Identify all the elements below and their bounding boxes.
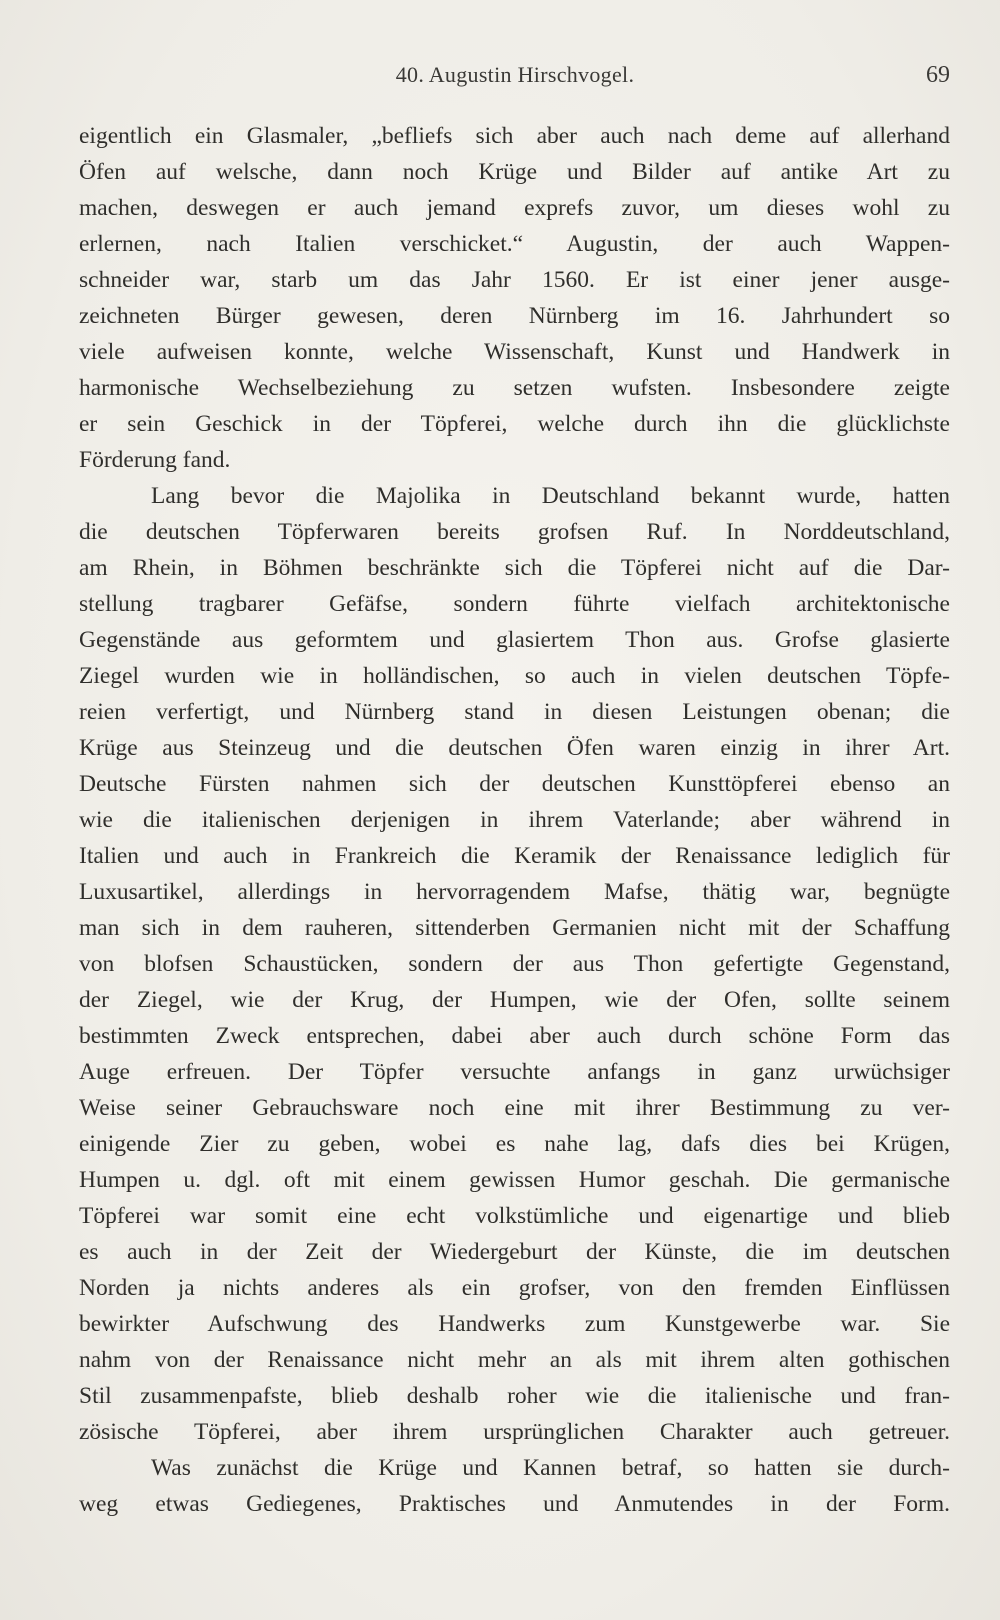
page-header bbox=[80, 62, 950, 102]
text-line: Öfen auf welsche, dann noch Krüge und Bilder auf antike Art zu bbox=[79, 159, 950, 185]
text-line: bestimmten Zweck entsprechen, dabei aber auch durch schöne Form das bbox=[79, 1023, 950, 1049]
text-line: weg etwas Gediegenes, Praktisches und Anmutendes in der Form. bbox=[79, 1491, 950, 1517]
text-line: viele aufweisen konnte, welche Wissenschaft, Kunst und Handwerk in bbox=[79, 339, 950, 365]
text-line: man sich in dem rauheren, sittenderben Germanien nicht mit der Schaffung bbox=[79, 915, 950, 941]
text-line: harmonische Wechselbeziehung zu setzen wufsten. Insbesondere zeigte bbox=[79, 375, 950, 401]
text-line: einigende Zier zu geben, wobei es nahe lag, dafs dies bei Krügen, bbox=[79, 1131, 950, 1157]
text-line: zeichneten Bürger gewesen, deren Nürnberg im 16. Jahrhundert so bbox=[79, 303, 950, 329]
text-line: Humpen u. dgl. oft mit einem gewissen Humor geschah. Die germanische bbox=[79, 1167, 950, 1193]
text-line: nahm von der Renaissance nicht mehr an als mit ihrem alten gothischen bbox=[79, 1347, 950, 1373]
text-line: Gegenstände aus geformtem und glasiertem Thon aus. Grofse glasierte bbox=[79, 627, 950, 653]
text-line: er sein Geschick in der Töpferei, welche durch ihn die glücklichste bbox=[79, 411, 950, 437]
body-text bbox=[79, 118, 950, 1522]
text-line: Deutsche Fürsten nahmen sich der deutschen Kunsttöpferei ebenso an bbox=[79, 771, 950, 797]
text-line: reien verfertigt, und Nürnberg stand in diesen Leistungen obenan; die bbox=[79, 699, 950, 725]
text-line: von blofsen Schaustücken, sondern der aus Thon gefertigte Gegenstand, bbox=[79, 951, 950, 977]
text-line: Förderung fand. bbox=[79, 447, 231, 473]
text-line: zösische Töpferei, aber ihrem ursprünglichen Charakter auch getreuer. bbox=[79, 1419, 950, 1445]
text-line: der Ziegel, wie der Krug, der Humpen, wie der Ofen, sollte seinem bbox=[79, 987, 950, 1013]
text-line: Luxusartikel, allerdings in hervorragendem Mafse, thätig war, begnügte bbox=[79, 879, 950, 905]
text-line: es auch in der Zeit der Wiedergeburt der Künste, die im deutschen bbox=[79, 1239, 950, 1265]
page-number: 69 bbox=[926, 62, 950, 88]
running-head: 40. Augustin Hirschvogel. bbox=[395, 62, 635, 87]
text-line: wie die italienischen derjenigen in ihrem Vaterlande; aber während in bbox=[79, 807, 950, 833]
text-line: Stil zusammenpafste, blieb deshalb roher wie die italienische und fran- bbox=[79, 1383, 950, 1409]
text-line: Auge erfreuen. Der Töpfer versuchte anfangs in ganz urwüchsiger bbox=[79, 1059, 950, 1085]
text-line: Norden ja nichts anderes als ein grofser, von den fremden Einflüssen bbox=[79, 1275, 950, 1301]
text-line: die deutschen Töpferwaren bereits grofsen Ruf. In Norddeutschland, bbox=[79, 519, 950, 545]
text-line: Lang bevor die Majolika in Deutschland bekannt wurde, hatten bbox=[151, 483, 950, 509]
text-line: schneider war, starb um das Jahr 1560. Er ist einer jener ausge- bbox=[79, 267, 950, 293]
text-line: machen, deswegen er auch jemand exprefs zuvor, um dieses wohl zu bbox=[79, 195, 950, 221]
text-line: Weise seiner Gebrauchsware noch eine mit ihrer Bestimmung zu ver- bbox=[79, 1095, 950, 1121]
text-line: Krüge aus Steinzeug und die deutschen Öfen waren einzig in ihrer Art. bbox=[79, 735, 950, 761]
text-line: am Rhein, in Böhmen beschränkte sich die Töpferei nicht auf die Dar- bbox=[79, 555, 950, 581]
text-line: Was zunächst die Krüge und Kannen betraf, so hatten sie durch- bbox=[151, 1455, 950, 1481]
text-line: Ziegel wurden wie in holländischen, so auch in vielen deutschen Töpfe- bbox=[79, 663, 950, 689]
text-line: eigentlich ein Glasmaler, „befliefs sich aber auch nach deme auf allerhand bbox=[79, 123, 950, 149]
text-line: Italien und auch in Frankreich die Keramik der Renaissance lediglich für bbox=[79, 843, 950, 869]
text-line: stellung tragbarer Gefäfse, sondern führte vielfach architektonische bbox=[79, 591, 950, 617]
text-line: bewirkter Aufschwung des Handwerks zum Kunstgewerbe war. Sie bbox=[79, 1311, 950, 1337]
text-line: Töpferei war somit eine echt volkstümliche und eigenartige und blieb bbox=[79, 1203, 950, 1229]
text-line: erlernen, nach Italien verschicket.“ Augustin, der auch Wappen- bbox=[79, 231, 950, 257]
